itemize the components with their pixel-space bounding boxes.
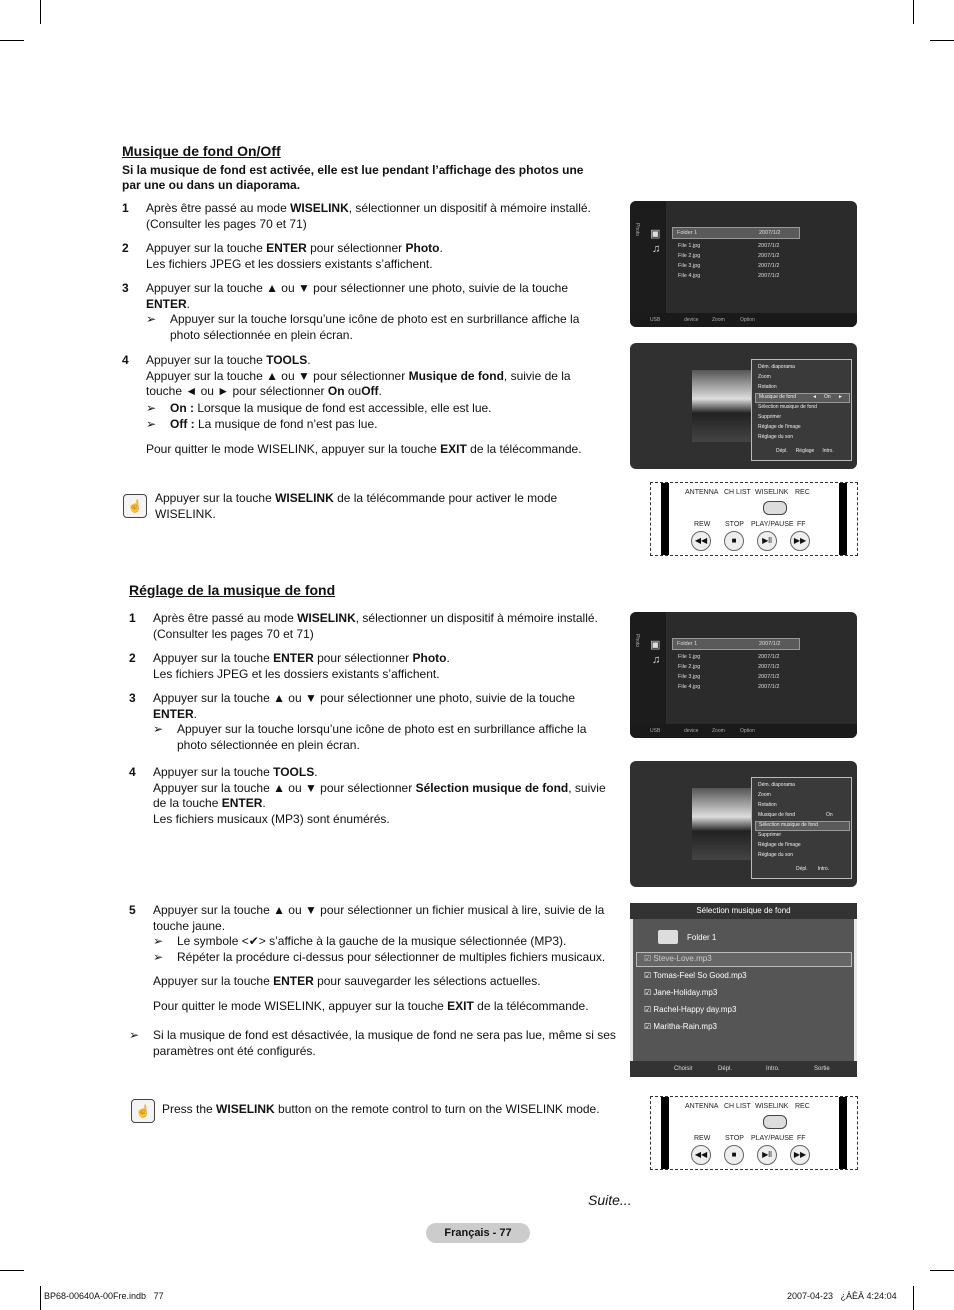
section2-warning: ➢ Si la musique de fond est désactivée, la musique de fond ne sera pas lue, même si ses paramètres ont été configurés. [129, 1028, 616, 1058]
step-number: 3 [122, 281, 129, 295]
arrow-icon: ➢ [129, 1028, 140, 1042]
print-file-info: BP68-00640A-00Fre.indb 77 [44, 1291, 164, 1301]
file-row[interactable]: File 1.jpg 2007/1/2 [678, 654, 780, 660]
wiselink-button[interactable] [763, 1115, 787, 1129]
photo-icon: ▣ [650, 639, 661, 651]
ff-button[interactable]: ▶▶ [790, 1145, 810, 1165]
file-row[interactable]: File 4.jpg 2007/1/2 [678, 684, 780, 690]
menu-item-selection-musique[interactable]: Sélection musique de fond [755, 821, 850, 831]
remote-illustration: ANTENNA CH LIST WISELINK REC REW STOP PLAY/PAUSE FF ◀◀ ■ ▶ll ▶▶ [650, 482, 858, 556]
arrow-icon: ➢ [153, 949, 164, 964]
folder-row[interactable]: Folder 1 2007/1/2 [672, 638, 800, 650]
step-number: 2 [122, 241, 129, 255]
crop-mark [0, 1270, 24, 1271]
folder-icon [658, 930, 678, 944]
crop-mark [913, 1286, 914, 1310]
stop-button[interactable]: ■ [724, 531, 744, 551]
crop-mark [930, 40, 954, 41]
print-date-info: 2007-04-23 ¿ÀÈÄ 4:24:04 [787, 1291, 897, 1301]
crop-mark [0, 40, 24, 41]
step-number: 3 [129, 691, 136, 705]
play-pause-button[interactable]: ▶ll [757, 531, 777, 551]
photo-icon: ▣ [650, 228, 661, 240]
file-row[interactable]: File 1.jpg 2007/1/2 [678, 243, 780, 249]
stop-button[interactable]: ■ [724, 1145, 744, 1165]
step-number: 4 [122, 353, 129, 367]
section1-lead: Si la musique de fond est activée, elle est lue pendant l’affichage des photos une par une ou dans un diaporama. [122, 163, 584, 192]
menu-item-musique-de-fond[interactable]: Musique de fond ◄ On ► [755, 393, 850, 403]
step-number: 1 [129, 611, 136, 625]
crop-mark [913, 0, 914, 24]
music-selection-title: Sélection musique de fond [630, 903, 857, 919]
photo-browser-screen: Photo ▣ ♫ Folder 1 2007/1/2 File 1.jpg 2007/1/2 File 2.jpg 2007/1/2 File 3.jpg 2007/1/2 File 4.jpg 2007/1/2 USB device Zoom Option [630, 201, 857, 327]
crop-mark [40, 0, 41, 24]
tools-menu-screen [630, 343, 857, 469]
file-row[interactable]: File 3.jpg 2007/1/2 [678, 674, 780, 680]
step-number: 1 [122, 201, 129, 215]
remote-illustration: ANTENNA CH LIST WISELINK REC REW STOP PLAY/PAUSE FF ◀◀ ■ ▶ll ▶▶ [650, 1096, 858, 1170]
wiselink-button[interactable] [763, 501, 787, 515]
music-selection-screen: Sélection musique de fond Folder 1 ☑ Steve-Love.mp3 ☑ Tomas-Feel So Good.mp3 ☑ Jane-Holiday.mp3 ☑ Rachel-Happy day.mp3 ☑ Maritha-Rain.mp3 Choisir Dépl. Intro. Sortie [630, 903, 857, 1077]
continued-label: Suite... [588, 1192, 632, 1208]
file-row[interactable]: File 2.jpg 2007/1/2 [678, 664, 780, 670]
section2-title: Réglage de la musique de fond [129, 582, 336, 598]
crop-mark [930, 1270, 954, 1271]
photo-thumbnail [692, 788, 756, 860]
file-row[interactable]: File 3.jpg 2007/1/2 [678, 263, 780, 269]
rew-button[interactable]: ◀◀ [691, 531, 711, 551]
section2-note: Press the WISELINK button on the remote control to turn on the WISELINK mode. [162, 1102, 600, 1116]
section1-title: Musique de fond On/Off [122, 143, 281, 159]
hand-icon: ☝ [131, 1099, 155, 1123]
arrow-icon: ➢ [146, 400, 157, 415]
browser-footer: USB device Zoom Option [630, 313, 857, 327]
browser-footer: USB device Zoom Option [630, 724, 857, 738]
play-pause-button[interactable]: ▶ll [757, 1145, 777, 1165]
music-file-list: ☑ Steve-Love.mp3 ☑ Tomas-Feel So Good.mp3 ☑ Jane-Holiday.mp3 ☑ Rachel-Happy day.mp3 ☑ Maritha-Rain.mp3 [644, 954, 747, 1031]
arrow-icon: ➢ [146, 312, 157, 326]
photo-thumbnail [692, 370, 756, 442]
hand-icon: ☝ [123, 494, 147, 518]
section1-note: Appuyer sur la touche WISELINK de la télécommande pour activer le mode WISELINK. [155, 491, 558, 521]
music-icon: ♫ [652, 654, 661, 666]
crop-mark [40, 1286, 41, 1310]
ff-button[interactable]: ▶▶ [790, 531, 810, 551]
step-number: 4 [129, 765, 136, 779]
arrow-icon: ➢ [153, 934, 164, 948]
step-number: 5 [129, 903, 136, 917]
tools-menu-screen [630, 761, 857, 887]
folder-row[interactable]: Folder 1 2007/1/2 [672, 227, 800, 239]
arrow-icon: ➢ [146, 417, 157, 431]
step-number: 2 [129, 651, 136, 665]
arrow-icon: ➢ [153, 722, 164, 736]
file-row[interactable]: File 2.jpg 2007/1/2 [678, 253, 780, 259]
tools-menu: Dém. diaporama Zoom Rotation Musique de fond On Sélection musique de fond Supprimer Réglage de l'image Réglage du son Dépl. Intro. [751, 777, 852, 879]
music-icon: ♫ [652, 243, 661, 255]
folder-label: Folder 1 [687, 933, 717, 942]
rew-button[interactable]: ◀◀ [691, 1145, 711, 1165]
file-row[interactable]: File 4.jpg 2007/1/2 [678, 273, 780, 279]
tools-menu: Dém. diaporama Zoom Rotation Musique de fond ◄ On ► Sélection musique de fond Supprimer Réglage de l'image Réglage du son Dépl. Réglage Intro. [751, 359, 852, 461]
photo-browser-screen: Photo ▣ ♫ Folder 1 2007/1/2 File 1.jpg 2007/1/2 File 2.jpg 2007/1/2 File 3.jpg 2007/1/2 File 4.jpg 2007/1/2 USB device Zoom Option [630, 612, 857, 738]
page-number-badge: Français - 77 [426, 1223, 530, 1243]
